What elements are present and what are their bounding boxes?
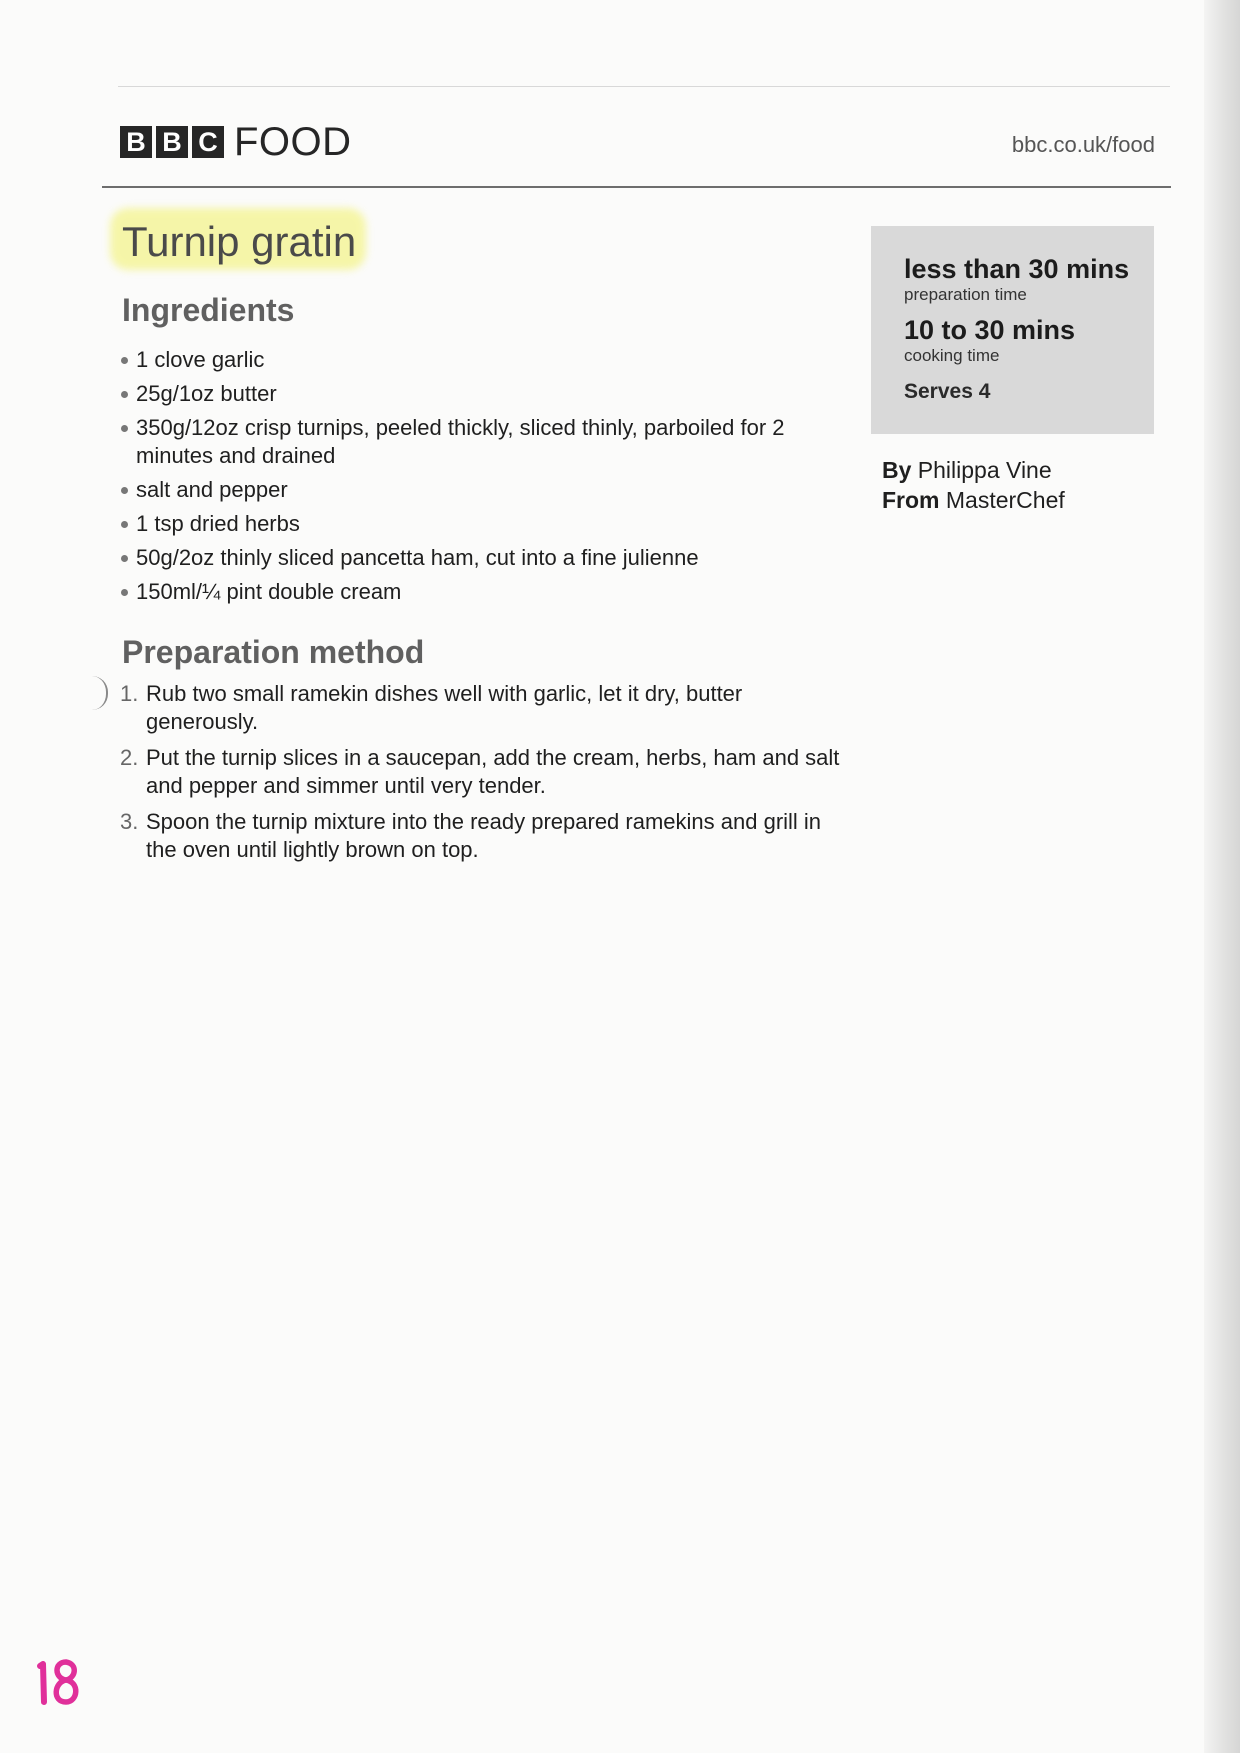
author-line xyxy=(882,455,1065,485)
page-header xyxy=(120,118,1155,168)
recipe-credits xyxy=(882,455,1065,515)
ingredient-text: 1 tsp dried herbs xyxy=(136,511,300,536)
step-text: Spoon the turnip mixture into the ready prepared ramekins and grill in the oven until lightly brown on top. xyxy=(146,809,822,862)
ingredient-item xyxy=(120,380,840,408)
ingredient-text: 150ml/¼ pint double cream xyxy=(136,579,402,604)
method-step xyxy=(120,808,840,864)
ingredient-item xyxy=(120,510,840,538)
author-name[interactable]: Philippa Vine xyxy=(917,457,1052,483)
source-label: From xyxy=(882,487,940,513)
logo-word: FOOD xyxy=(234,120,352,164)
bullet-icon xyxy=(121,521,128,528)
method-heading: Preparation method xyxy=(122,634,425,670)
bullet-icon xyxy=(121,357,128,364)
ingredients-list xyxy=(120,346,840,612)
ingredient-text: 25g/1oz butter xyxy=(136,381,277,406)
ingredient-text: 1 clove garlic xyxy=(136,347,265,372)
digit-eight-stroke xyxy=(56,1662,76,1702)
ingredient-text: 50g/2oz thinly sliced pancetta ham, cut into a fine julienne xyxy=(136,545,699,570)
ingredient-item xyxy=(120,476,840,504)
site-url[interactable]: bbc.co.uk/food xyxy=(1011,132,1155,157)
prep-time-value: less than 30 mins xyxy=(904,254,1130,284)
step-text: Put the turnip slices in a saucepan, add the cream, herbs, ham and salt and pepper and simmer until very tender. xyxy=(146,745,840,798)
cook-time-value: 10 to 30 mins xyxy=(904,315,1076,345)
pen-bracket-mark xyxy=(92,676,108,710)
ingredient-item xyxy=(120,544,840,572)
step-number: 3. xyxy=(120,809,139,834)
prep-time-label: preparation time xyxy=(904,285,1027,304)
handwritten-page-number xyxy=(30,1652,90,1712)
logo-letter-b1: B xyxy=(120,126,152,158)
bullet-icon xyxy=(121,589,128,596)
ingredient-item xyxy=(120,414,840,470)
bullet-icon xyxy=(121,555,128,562)
author-label: By xyxy=(882,457,912,483)
cook-time-label: cooking time xyxy=(904,346,1000,365)
source-line xyxy=(882,485,1065,515)
ingredient-text: 350g/12oz crisp turnips, peeled thickly, sliced thinly, parboiled for 2 minutes and drained xyxy=(136,415,785,468)
header-divider xyxy=(102,186,1171,188)
step-number: 1. xyxy=(120,681,139,706)
ingredient-item xyxy=(120,578,840,606)
method-list xyxy=(120,680,840,872)
source-name[interactable]: MasterChef xyxy=(945,487,1065,513)
step-text: Rub two small ramekin dishes well with garlic, let it dry, butter generously. xyxy=(146,681,743,734)
digit-one-stroke xyxy=(40,1664,44,1702)
recipe-info-box xyxy=(871,226,1154,434)
method-step xyxy=(120,680,840,736)
top-rule xyxy=(118,86,1170,87)
bullet-icon xyxy=(121,391,128,398)
logo-letter-b2: B xyxy=(156,126,188,158)
scan-page-edge xyxy=(1204,0,1240,1753)
bullet-icon xyxy=(121,487,128,494)
ingredient-item xyxy=(120,346,840,374)
recipe-title: Turnip gratin xyxy=(122,218,357,265)
ingredients-heading: Ingredients xyxy=(122,292,295,328)
bullet-icon xyxy=(121,425,128,432)
ingredient-text: salt and pepper xyxy=(136,477,288,502)
bbc-food-logo[interactable] xyxy=(120,122,352,162)
method-step xyxy=(120,744,840,800)
serves-value: Serves 4 xyxy=(904,380,991,403)
logo-letter-c: C xyxy=(192,126,224,158)
step-number: 2. xyxy=(120,745,139,770)
